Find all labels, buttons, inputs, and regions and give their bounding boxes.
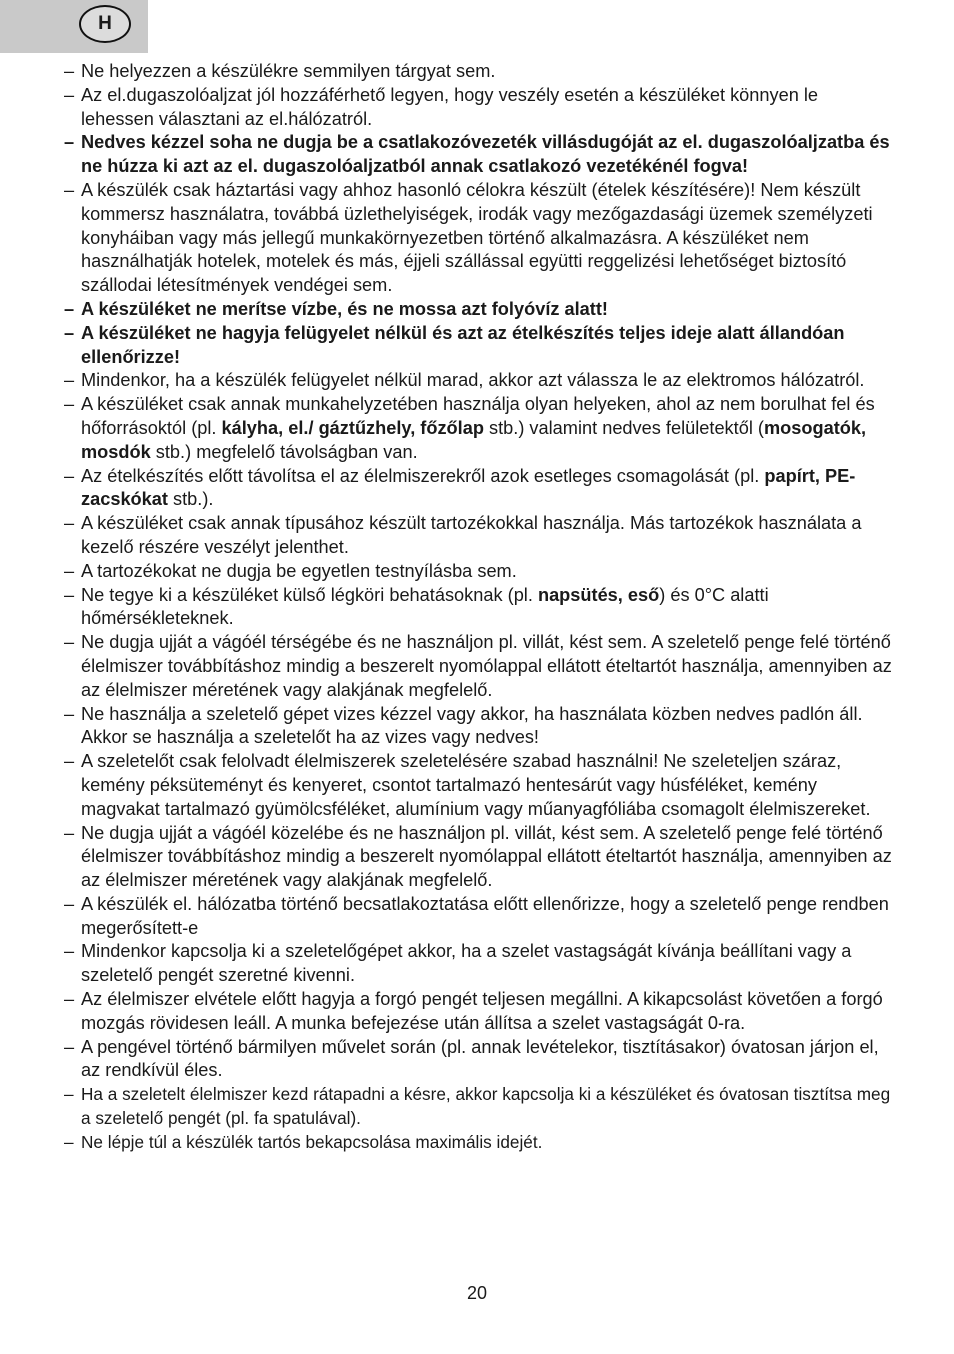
language-tab <box>0 0 148 53</box>
item-text: Nedves kézzel soha ne dugja be a csatlakozóvezeték villásdugóját az el. dugaszolóaljzatba és ne húzza ki azt az el. dugaszolóaljzatból annak csatlakozó vezetékénél fogva! <box>81 132 890 177</box>
item-text: Mindenkor kapcsolja ki a szeletelőgépet akkor, ha a szelet vastagságát kívánja beállítani vagy a szeletelő pengét szeretné kivenni. <box>81 941 852 986</box>
list-item <box>64 512 894 560</box>
list-item <box>64 584 894 632</box>
list-dash: – <box>64 322 75 343</box>
item-text: A készüléket ne hagyja felügyelet nélkül és azt az ételkészítés teljes ideje alatt állandóan ellenőrizze! <box>81 322 845 367</box>
item-text: A készüléket csak annak munkahelyzetében használja olyan helyeken, ahol az nem borulhat fel és hőforrásoktól (pl. <box>81 394 875 438</box>
item-text: stb.). <box>167 489 214 510</box>
item-text: ) és 0°C alatti hőmérsékleteknek. <box>81 584 769 629</box>
item-text: Ne dugja ujját a vágóél térségébe és ne használjon pl. villát, kést sem. A szeletelő penge felé történő élelmiszer továbbításhoz mindig a beszerelt nyomólappal ellátott ételtartót használja, amennyiben az az élelmiszer méretének vagy alakjának megfelelő. <box>81 632 892 700</box>
list-dash: – <box>64 632 75 653</box>
list-item <box>64 84 894 132</box>
list-item <box>64 1036 894 1084</box>
item-text: A készüléket ne merítse vízbe, és ne mossa azt folyóvíz alatt! <box>81 298 608 319</box>
list-item <box>64 1083 894 1131</box>
list-dash: – <box>64 394 75 415</box>
item-text: A készülék el. hálózatba történő becsatlakoztatása előtt ellenőrizze, hogy a szeletelő penge rendben megerősített-e <box>81 893 889 938</box>
item-text: Az el.dugaszolóaljzat jól hozzáférhető legyen, hogy veszély esetén a készüléket könnyen le lehessen választani az el.hálózatról. <box>81 84 819 129</box>
emphasis-text: napsütés, eső <box>537 584 660 605</box>
list-item <box>64 322 894 370</box>
item-text: A tartozékokat ne dugja be egyetlen testnyílásba sem. <box>81 560 517 581</box>
list-dash: – <box>64 1084 74 1105</box>
list-item <box>64 393 894 464</box>
list-dash: – <box>64 370 75 391</box>
list-item <box>64 750 894 821</box>
item-text: Ne lépje túl a készülék tartós bekapcsolása maximális idejét. <box>81 1131 543 1152</box>
list-dash: – <box>64 132 75 153</box>
list-dash: – <box>64 298 75 319</box>
emphasis-text: kályha, el./ gáztűzhely, főzőlap <box>221 417 484 438</box>
page-number: 20 <box>466 1283 488 1303</box>
list-item <box>64 465 894 513</box>
list-item <box>64 822 894 893</box>
list-dash: – <box>64 822 75 843</box>
list-item <box>64 893 894 941</box>
item-text: Ne tegye ki a készüléket külső légköri behatásoknak (pl. <box>81 584 538 605</box>
item-text: stb.) megfelelő távolságban van. <box>150 441 418 462</box>
list-dash: – <box>64 179 75 200</box>
list-dash: – <box>64 560 75 581</box>
item-text: stb.) valamint nedves felületektől ( <box>483 417 764 438</box>
list-dash: – <box>64 84 75 105</box>
item-text: A készüléket csak annak típusához készült tartozékokkal használja. Más tartozékok használata a kezelő részére veszélyt jelenthet. <box>81 513 862 557</box>
list-dash: – <box>64 893 75 914</box>
list-item <box>64 631 894 702</box>
list-dash: – <box>64 1131 74 1152</box>
emphasis-text: papírt, PE-zacskókat <box>81 465 856 510</box>
language-badge: H <box>79 5 131 43</box>
item-text: Ne dugja ujját a vágóél közelébe és ne használjon pl. villát, kést sem. A szeletelő penge felé történő élelmiszer továbbításhoz mindig a beszerelt nyomólappal ellátott ételtartót használja, amennyiben az az élelmiszer méretének vagy alakjának megfelelő. <box>81 822 892 891</box>
list-item <box>64 1131 894 1155</box>
list-item <box>64 298 894 322</box>
list-dash: – <box>64 513 75 534</box>
list-dash: – <box>64 751 75 772</box>
list-dash: – <box>64 61 75 81</box>
list-item <box>64 988 894 1036</box>
list-item <box>64 60 894 84</box>
list-item <box>64 560 894 584</box>
list-item <box>64 131 894 179</box>
list-item <box>64 703 894 751</box>
item-text: Az ételkészítés előtt távolítsa el az élelmiszerekről azok esetleges csomagolását (pl. <box>81 465 765 486</box>
list-item <box>64 369 894 393</box>
item-text: Az élelmiszer elvétele előtt hagyja a forgó pengét teljesen megállni. A kikapcsolást követően a forgó mozgás rövidesen leáll. A munka befejezése után állítsa a szelet vastagságát 0-ra. <box>81 989 883 1033</box>
list-dash: – <box>64 989 75 1010</box>
list-item <box>64 179 894 298</box>
list-item <box>64 940 894 988</box>
item-text: Ha a szeletelt élelmiszer kezd rátapadni a késre, akkor kapcsolja ki a készüléket és óvatosan tisztítsa meg a szeletelő pengét (pl. fa spatulával). <box>81 1084 891 1129</box>
item-text: A pengével történő bármilyen művelet során (pl. annak levételekor, tisztításakor) óvatosan járjon el, az rendkívül éles. <box>81 1036 879 1081</box>
item-text: Ne használja a szeletelő gépet vizes kézzel vagy akkor, ha használata közben nedves padlón áll. Akkor se használja a szeletelőt ha az vizes vagy nedves! <box>81 703 863 748</box>
list-dash: – <box>64 1036 75 1057</box>
list-dash: – <box>64 941 75 962</box>
item-text: A készülék csak háztartási vagy ahhoz hasonló célokra készült (ételek készítésére)! Nem készült kommersz használatra, továbbá üzlethelyiségek, irodák vagy mezőgazdasági üzemek személyzeti konyháiban vagy más jellegű munkakörnyezetben történő alkalmazásra. A készüléket nem használhatják hotelek, motelek és más, éjjeli szállással együtti reggelizési lehetőséget biztosító szállodai létesítmények vendégei sem. <box>81 179 873 296</box>
item-text: A szeletelőt csak felolvadt élelmiszerek szeletelésére szabad használni! Ne szeleteljen száraz, kemény péksüteményt és kenyeret, csontot tartalmazó hentesárút vagy húsféléket, kemény magvakat tartalmazó gyümölcsféléket, alumínium vagy műanyagfóliába csomagolt élelmiszereket. <box>81 751 871 819</box>
list-dash: – <box>64 465 75 486</box>
list-dash: – <box>64 584 75 605</box>
safety-instructions-list <box>64 60 894 1155</box>
emphasis-text: mosogatók, mosdók <box>81 417 867 462</box>
list-dash: – <box>64 703 75 724</box>
item-text: Ne helyezzen a készülékre semmilyen tárgyat sem. <box>81 61 496 81</box>
item-text: Mindenkor, ha a készülék felügyelet nélkül marad, akkor azt válassza le az elektromos hálózatról. <box>81 370 865 391</box>
